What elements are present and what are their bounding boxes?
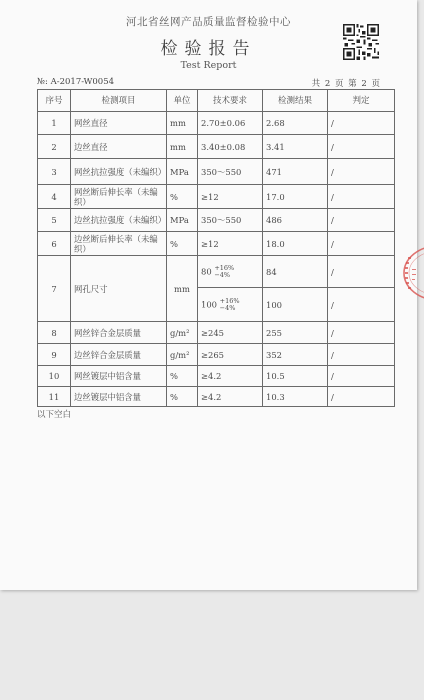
tolerance-plus: +16%: [214, 263, 235, 272]
row-result: 10.5: [263, 366, 328, 387]
row-result: 255: [263, 322, 328, 344]
row-no: 7: [38, 256, 71, 322]
row-no: 2: [38, 135, 71, 159]
row-item: 边丝抗拉强度（未编织）: [71, 209, 167, 232]
row-requirement: 350～550: [198, 159, 263, 185]
row-verdict-a: /: [328, 256, 395, 288]
row-unit: %: [167, 232, 198, 256]
row-result: 17.0: [263, 185, 328, 209]
report-number: №: A-2017-W0054: [37, 77, 115, 87]
row-result-a: 84: [263, 256, 328, 288]
row-verdict: /: [328, 159, 395, 185]
results-table: [37, 89, 395, 407]
tolerance-minus: −4%: [219, 303, 236, 312]
row-verdict: /: [328, 112, 395, 135]
tolerance-plus: +16%: [219, 296, 240, 305]
table-row: [38, 344, 395, 366]
row-item: 网孔尺寸: [71, 256, 167, 322]
row-item: 边丝锌合金层质量: [71, 344, 167, 366]
row-verdict: /: [328, 185, 395, 209]
row-requirement: 3.40±0.08: [198, 135, 263, 159]
row-item: 边丝镀层中铝含量: [71, 387, 167, 407]
row-item: 网丝锌合金层质量: [71, 322, 167, 344]
row-unit: %: [167, 387, 198, 407]
row-verdict: /: [328, 135, 395, 159]
row-result: 2.68: [263, 112, 328, 135]
row-requirement: ≥12: [198, 185, 263, 209]
table-row: [38, 209, 395, 232]
row-item: 边丝断后伸长率（未编织）: [71, 232, 167, 256]
row-item: 边丝直径: [71, 135, 167, 159]
row-requirement: ≥4.2: [198, 366, 263, 387]
col-header-item: 检测项目: [71, 90, 167, 112]
row-no: 1: [38, 112, 71, 135]
table-row: [38, 366, 395, 387]
row-verdict: /: [328, 366, 395, 387]
requirement-base: 80: [201, 266, 212, 276]
col-header-no: 序号: [38, 90, 71, 112]
row-requirement: ≥4.2: [198, 387, 263, 407]
row-no: 3: [38, 159, 71, 185]
row-result: 3.41: [263, 135, 328, 159]
row-unit: MPa: [167, 209, 198, 232]
row-no: 10: [38, 366, 71, 387]
table-row: [38, 135, 395, 159]
table-header-row: [38, 90, 395, 112]
row-result-b: 100: [263, 288, 328, 322]
table-row: [38, 112, 395, 135]
row-unit: mm: [167, 135, 198, 159]
row-requirement-a: [198, 256, 263, 288]
row-result: 18.0: [263, 232, 328, 256]
row-no: 5: [38, 209, 71, 232]
row-item: 网丝直径: [71, 112, 167, 135]
row-verdict: /: [328, 209, 395, 232]
requirement-base: 100: [201, 299, 217, 309]
row-no: 8: [38, 322, 71, 344]
row-unit: %: [167, 366, 198, 387]
row-item: 网丝断后伸长率（未编织）: [71, 185, 167, 209]
report-title: 检验报告: [160, 39, 257, 59]
report-subtitle: Test Report: [180, 60, 237, 71]
col-header-result: 检测结果: [263, 90, 328, 112]
row-verdict: /: [328, 344, 395, 366]
row-unit: mm: [167, 112, 198, 135]
row-no: 6: [38, 232, 71, 256]
row-result: 10.3: [263, 387, 328, 407]
row-requirement: ≥245: [198, 322, 263, 344]
row-verdict: /: [328, 387, 395, 407]
row-unit: g/m²: [167, 344, 198, 366]
row-unit: %: [167, 185, 198, 209]
row-item: 网丝抗拉强度（未编织）: [71, 159, 167, 185]
col-header-requirement: 技术要求: [198, 90, 263, 112]
col-header-unit: 单位: [167, 90, 198, 112]
table-row: [38, 387, 395, 407]
row-no: 9: [38, 344, 71, 366]
row-no: 4: [38, 185, 71, 209]
organization-name: 河北省丝网产品质量监督检验中心: [126, 16, 291, 28]
row-no: 11: [38, 387, 71, 407]
col-header-verdict: 判定: [328, 90, 395, 112]
row-requirement-b: [198, 288, 263, 322]
row-unit: MPa: [167, 159, 198, 185]
page-count: 共 2 页 第 2 页: [311, 79, 381, 89]
row-verdict: /: [328, 232, 395, 256]
row-unit: mm: [167, 256, 198, 322]
requirement-tolerance: [220, 298, 240, 312]
row-result: 486: [263, 209, 328, 232]
requirement-tolerance: [214, 265, 234, 279]
row-result: 352: [263, 344, 328, 366]
row-requirement: ≥12: [198, 232, 263, 256]
row-result: 471: [263, 159, 328, 185]
table-row: [38, 232, 395, 256]
table-row: [38, 322, 395, 344]
official-seal-icon: [400, 243, 424, 303]
qr-code-icon: [343, 24, 379, 60]
row-verdict: /: [328, 322, 395, 344]
row-requirement: ≥265: [198, 344, 263, 366]
table-row: [38, 159, 395, 185]
table-row: [38, 256, 395, 288]
row-unit: g/m²: [167, 322, 198, 344]
row-item: 网丝镀层中铝含量: [71, 366, 167, 387]
row-verdict-b: /: [328, 288, 395, 322]
tolerance-minus: −4%: [214, 270, 231, 279]
blank-below-note: 以下空白: [37, 410, 72, 420]
row-requirement: 2.70±0.06: [198, 112, 263, 135]
row-requirement: 350～550: [198, 209, 263, 232]
table-row: [38, 185, 395, 209]
